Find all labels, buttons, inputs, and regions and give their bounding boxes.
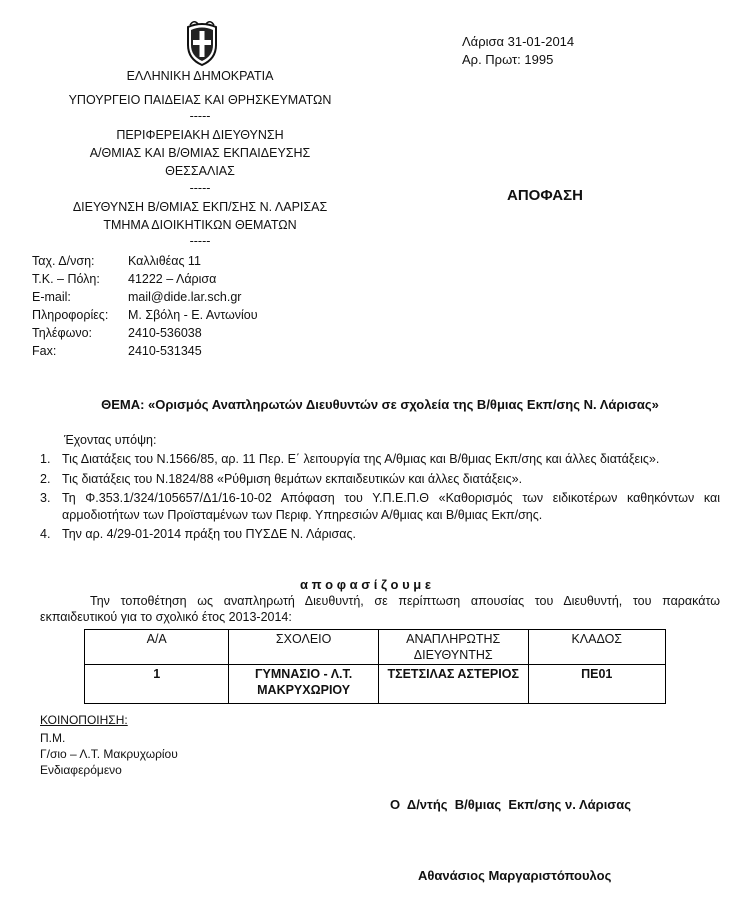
notification-title: ΚΟΙΝΟΠΟΙΗΣΗ: (40, 713, 128, 727)
subject: ΘΕΜΑ: «Ορισμός Αναπληρωτών Διευθυντών σε σχολεία της Β/θμιας Εκπ/σης Ν. Λάρισας» (101, 397, 659, 412)
department-name: ΤΜΗΜΑ ΔΙΟΙΚΗΤΙΚΩΝ ΘΕΜΑΤΩΝ (103, 218, 297, 232)
list-item (40, 526, 720, 543)
signatory-title: Ο Δ/ντής Β/θμιας Εκπ/σης ν. Λάρισας (390, 797, 631, 812)
list-item-number: 1. (40, 452, 51, 466)
considering-label: Έχοντας υπόψη: (64, 433, 157, 447)
separator: ----- (189, 234, 211, 248)
document-type: ΑΠΟΦΑΣΗ (507, 187, 583, 204)
regional-directorate-line-3: ΘΕΣΣΑΛΙΑΣ (165, 164, 235, 178)
email-label: E-mail: (32, 290, 71, 304)
postal-value: 41222 – Λάρισα (128, 272, 217, 286)
directorate-name: ΔΙΕΥΘΥΝΣΗ Β/ΘΜΙΑΣ ΕΚΠ/ΣΗΣ Ν. ΛΑΡΙΣΑΣ (72, 200, 328, 214)
info-label: Πληροφορίες: (32, 308, 109, 322)
address-value: Καλλιθέας 11 (128, 254, 201, 268)
list-item (40, 451, 720, 468)
decision-heading: α π ο φ α σ ί ζ ο υ μ ε (299, 577, 432, 592)
regional-directorate-line-1: ΠΕΡΙΦΕΡΕΙΑΚΗ ΔΙΕΥΘΥΝΣΗ (116, 128, 284, 142)
table-header-cell: ΑΝΑΠΛΗΡΩΤΗΣ ΔΙΕΥΘΥΝΤΗΣ (378, 630, 528, 665)
table-cell: ΠΕ01 (528, 665, 666, 704)
fax-label: Fax: (32, 344, 57, 358)
table-cell: 1 (85, 665, 229, 704)
assignment-table (84, 629, 666, 704)
notification-line: Π.Μ. (40, 731, 66, 745)
list-item-text: Τις Διατάξεις του Ν.1566/85, αρ. 11 Περ. Ε΄ λειτουργία της Α/θμιας και Β/θμιας Εκπ/σης και άλλες διατάξεις». (62, 452, 660, 466)
notification-line: Ενδιαφερόμενο (40, 763, 122, 777)
ministry-name: ΥΠΟΥΡΓΕΙΟ ΠΑΙΔΕΙΑΣ ΚΑΙ ΘΡΗΣΚΕΥΜΑΤΩΝ (68, 93, 332, 107)
table-row (85, 665, 666, 704)
decision-text: Την τοποθέτηση ως αναπληρωτή Διευθυντή, σε περίπτωση απουσίας του Διευθυντή, του παρακάτω εκπαιδευτικού για το σχολικό έτος 2013-2014: (40, 594, 720, 624)
notification-line: Γ/σιο – Λ.Τ. Μακρυχωρίου (40, 747, 178, 761)
table-header-cell: Α/Α (85, 630, 229, 665)
table-cell: ΤΣΕΤΣΙΛΑΣ ΑΣΤΕΡΙΟΣ (378, 665, 528, 704)
national-emblem-icon (184, 19, 220, 67)
list-item-text: Τις διατάξεις του Ν.1824/88 «Ρύθμιση θεμάτων εκπαιδευτικών και άλλες διατάξεις». (62, 471, 523, 486)
list-item-number: 3. (40, 491, 51, 505)
considerations-list (40, 451, 720, 543)
place-date: Λάρισα 31-01-2014 (462, 34, 575, 49)
address-label: Ταχ. Δ/νση: (32, 254, 95, 268)
separator: ----- (189, 109, 211, 123)
phone-label: Τηλέφωνο: (32, 326, 93, 340)
country-name: ΕΛΛΗΝΙΚΗ ΔΗΜΟΚΡΑΤΙΑ (126, 69, 274, 83)
table-header-cell: ΚΛΑΔΟΣ (528, 630, 666, 665)
list-item-number: 2. (40, 471, 51, 486)
postal-label: Τ.Κ. – Πόλη: (32, 272, 100, 286)
separator: ----- (189, 181, 211, 195)
table-header-cell: ΣΧΟΛΕΙΟ (229, 630, 379, 665)
table-cell: ΓΥΜΝΑΣΙΟ - Λ.Τ. ΜΑΚΡΥΧΩΡΙΟΥ (229, 665, 379, 704)
protocol-number: Αρ. Πρωτ: 1995 (462, 52, 554, 67)
list-item-text: Την αρ. 4/29-01-2014 πράξη του ΠΥΣΔΕ Ν. Λάρισας. (62, 527, 356, 541)
email-value[interactable]: mail@dide.lar.sch.gr (128, 290, 242, 304)
phone-value: 2410-536038 (128, 326, 202, 340)
list-item-text: Τη Φ.353.1/324/105657/Δ1/16-10-02 Απόφαση του Υ.Π.Ε.Π.Θ «Καθορισμός των ειδικοτέρων καθηκόντων και αρμοδιοτήτων των Προϊσταμένων των Περιφ. Υπηρεσιών Α/θμιας και Β/θμιας Εκπ/σης. (62, 491, 720, 522)
list-item (40, 490, 720, 523)
table-header-row (85, 630, 666, 665)
info-value: Μ. Σβόλη - Ε. Αντωνίου (128, 308, 258, 322)
fax-value: 2410-531345 (128, 344, 202, 358)
regional-directorate-line-2: Α/ΘΜΙΑΣ ΚΑΙ Β/ΘΜΙΑΣ ΕΚΠΑΙΔΕΥΣΗΣ (89, 146, 311, 160)
signatory-name: Αθανάσιος Μαργαριστόπουλος (418, 868, 612, 883)
list-item (40, 471, 720, 488)
list-item-number: 4. (40, 527, 51, 541)
